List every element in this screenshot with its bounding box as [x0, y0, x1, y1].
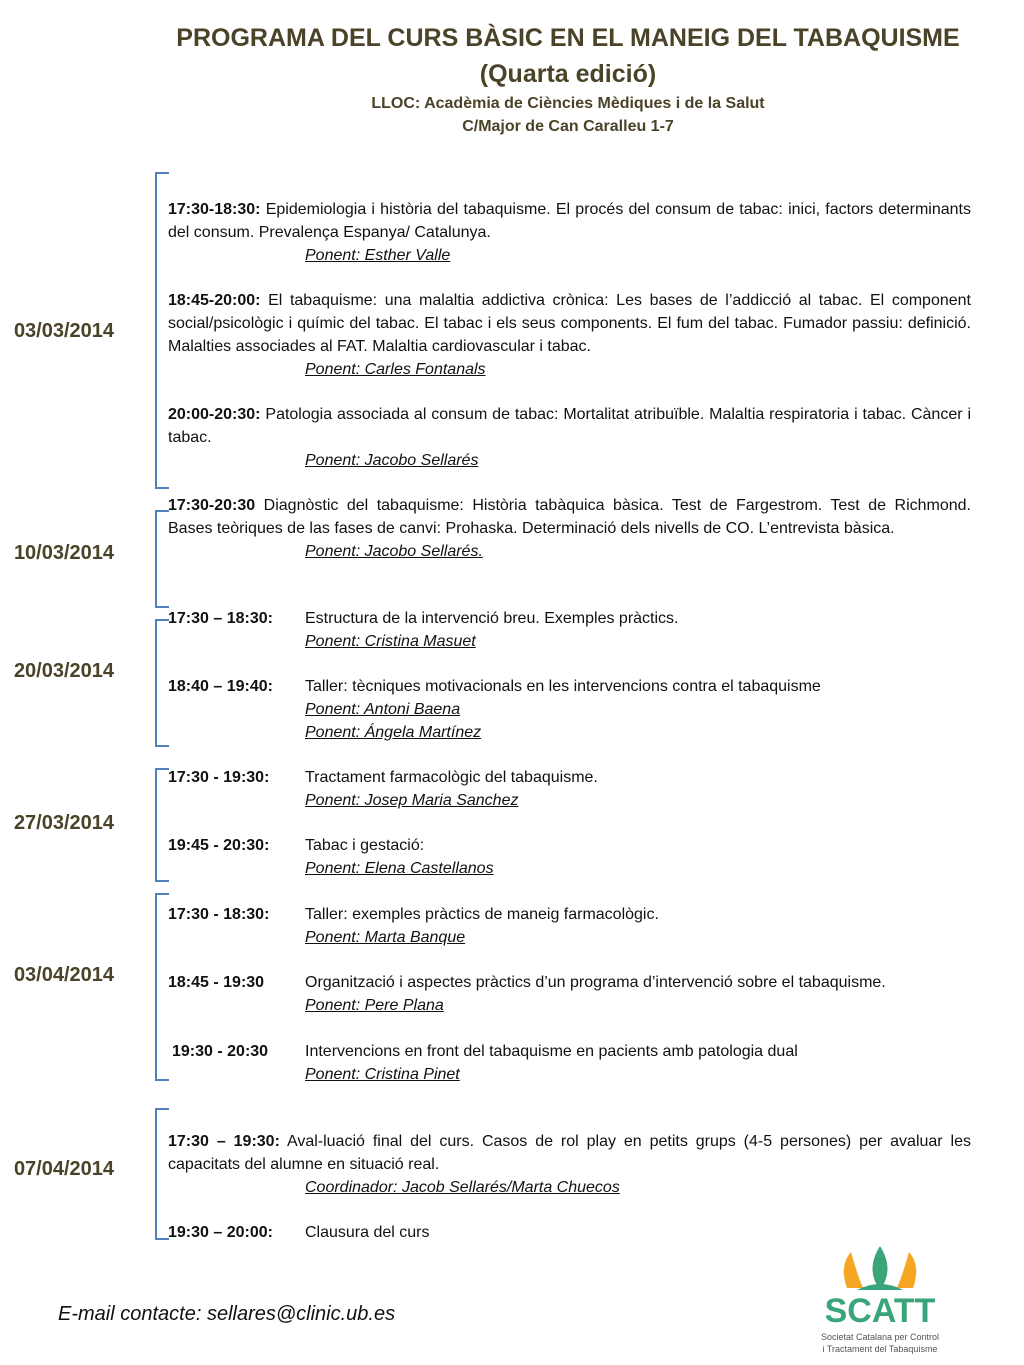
logo-subtitle: Societat Catalana per Control [820, 1332, 940, 1342]
logo-leaf-icon [844, 1252, 863, 1288]
session-time: 19:45 - 20:30: [168, 837, 270, 854]
contact-email: E-mail contacte: sellares@clinic.ub.es [58, 1303, 396, 1325]
session-time: 19:30 - 20:30 [172, 1043, 269, 1060]
page-title: PROGRAMA DEL CURS BÀSIC EN EL MANEIG DEL TABAQUISME [176, 24, 960, 52]
session-ponent: Ponent: Elena Castellanos [305, 860, 494, 877]
session [168, 766, 971, 812]
session [168, 289, 971, 381]
session-time: 17:30-20:30 [168, 497, 256, 514]
session-time: 17:30 – 19:30: [168, 1133, 280, 1150]
session-time: 17:30 – 18:30: [168, 610, 273, 627]
session [168, 403, 971, 472]
logo-leaf-icon [897, 1252, 916, 1288]
session-time: 17:30-18:30: [168, 201, 261, 218]
date-label: 07/04/2014 [13, 1158, 115, 1180]
session [168, 1040, 971, 1086]
session [168, 494, 971, 563]
logo-leaf-icon [873, 1246, 888, 1290]
session-text: Tabac i gestació: [305, 837, 425, 854]
session-ponent: Ponent: Carles Fontanals [305, 361, 486, 378]
venue-address: C/Major de Can Caralleu 1-7 [462, 118, 674, 135]
session [168, 198, 971, 267]
date-label: 03/04/2014 [13, 964, 115, 986]
session-ponent: Ponent: Cristina Masuet [305, 633, 476, 650]
session-text: Taller: exemples pràctics de maneig farmacològic. [305, 906, 659, 923]
session-text: Intervencions en front del tabaquisme en pacients amb patologia dual [305, 1043, 798, 1060]
day-bracket [155, 510, 169, 608]
session-text: Epidemiologia i història del tabaquisme. El procés del consum de tabac: inici, factors determinants del consum. Prevalença Espanya/ Catalunya. [168, 201, 971, 241]
session-time: 17:30 - 18:30: [168, 906, 270, 923]
session-text: El tabaquisme: una malaltia addictiva crònica: Les bases de l’addicció al tabac. El component social/psicològic i químic del tabac. El tabac i els seus components. El fum del tabac. Fumador passiu: definició. Malalties associades al FAT. Malaltia cardiovascular i tabac. [168, 292, 971, 355]
logo-base-icon [857, 1284, 903, 1290]
session [168, 607, 971, 653]
session-text: Tractament farmacològic del tabaquisme. [305, 769, 598, 786]
session-text: Clausura del curs [305, 1224, 430, 1241]
session-ponent: Ponent: Marta Banque [305, 929, 466, 946]
date-label: 27/03/2014 [13, 812, 115, 834]
session-time: 20:00-20:30: [168, 406, 261, 423]
session-ponent: Ponent: Ángela Martínez [305, 724, 482, 741]
session-time: 18:40 – 19:40: [168, 678, 273, 695]
date-label: 03/03/2014 [13, 320, 115, 342]
session-text: Diagnòstic del tabaquisme: Història tabàquica bàsica. Test de Fargestrom. Test de Richmond. Bases teòriques de las fases de canvi: Prohaska. Determinació dels nivells de CO. L’entrevista bàsica. [168, 497, 972, 537]
scatt-logo [805, 1240, 955, 1360]
day-bracket [155, 768, 169, 882]
session-time: 19:30 – 20:00: [168, 1224, 273, 1241]
session-text: Organització i aspectes pràctics d’un programa d’intervenció sobre el tabaquisme. [305, 974, 886, 991]
session-ponent: Ponent: Josep Maria Sanchez [305, 792, 519, 809]
session-time: 17:30 - 19:30: [168, 769, 270, 786]
date-label: 10/03/2014 [13, 542, 115, 564]
day-bracket [155, 1108, 169, 1240]
session [168, 675, 971, 744]
session-time: 18:45-20:00: [168, 292, 261, 309]
session-ponent: Ponent: Esther Valle [305, 247, 451, 264]
session-text: Patologia associada al consum de tabac: Mortalitat atribuïble. Malaltia respiratoria i tabac. Càncer i tabac. [168, 406, 971, 446]
session-ponent: Ponent: Cristina Pinet [305, 1066, 460, 1083]
session [168, 903, 971, 949]
session-time: 18:45 - 19:30 [168, 974, 265, 991]
logo-subtitle: i Tractament del Tabaquisme [822, 1344, 938, 1354]
session [168, 834, 971, 880]
logo-text: SCATT [824, 1292, 936, 1330]
day-bracket [155, 619, 169, 747]
session-ponent: Ponent: Jacobo Sellarés. [305, 543, 483, 560]
venue: LLOC: Acadèmia de Ciències Mèdiques i de la Salut [371, 95, 765, 112]
date-label: 20/03/2014 [13, 660, 115, 682]
session [168, 1130, 971, 1199]
session-text: Taller: tècniques motivacionals en les intervencions contra el tabaquisme [305, 678, 821, 695]
edition-subtitle: (Quarta edició) [479, 60, 657, 88]
session-ponent: Ponent: Antoni Baena [305, 701, 461, 718]
session [168, 971, 971, 1017]
day-bracket [155, 172, 169, 489]
session-text: Aval-luació final del curs. Casos de rol play en petits grups (4-5 persones) per avaluar les capacitats del alumne en situació real. [168, 1133, 971, 1173]
session-text: Estructura de la intervenció breu. Exemples pràctics. [305, 610, 679, 627]
session-ponent: Ponent: Jacobo Sellarés [305, 452, 479, 469]
day-bracket [155, 893, 169, 1081]
session-ponent: Coordinador: Jacob Sellarés/Marta Chuecos [305, 1179, 620, 1196]
session-ponent: Ponent: Pere Plana [305, 997, 444, 1014]
